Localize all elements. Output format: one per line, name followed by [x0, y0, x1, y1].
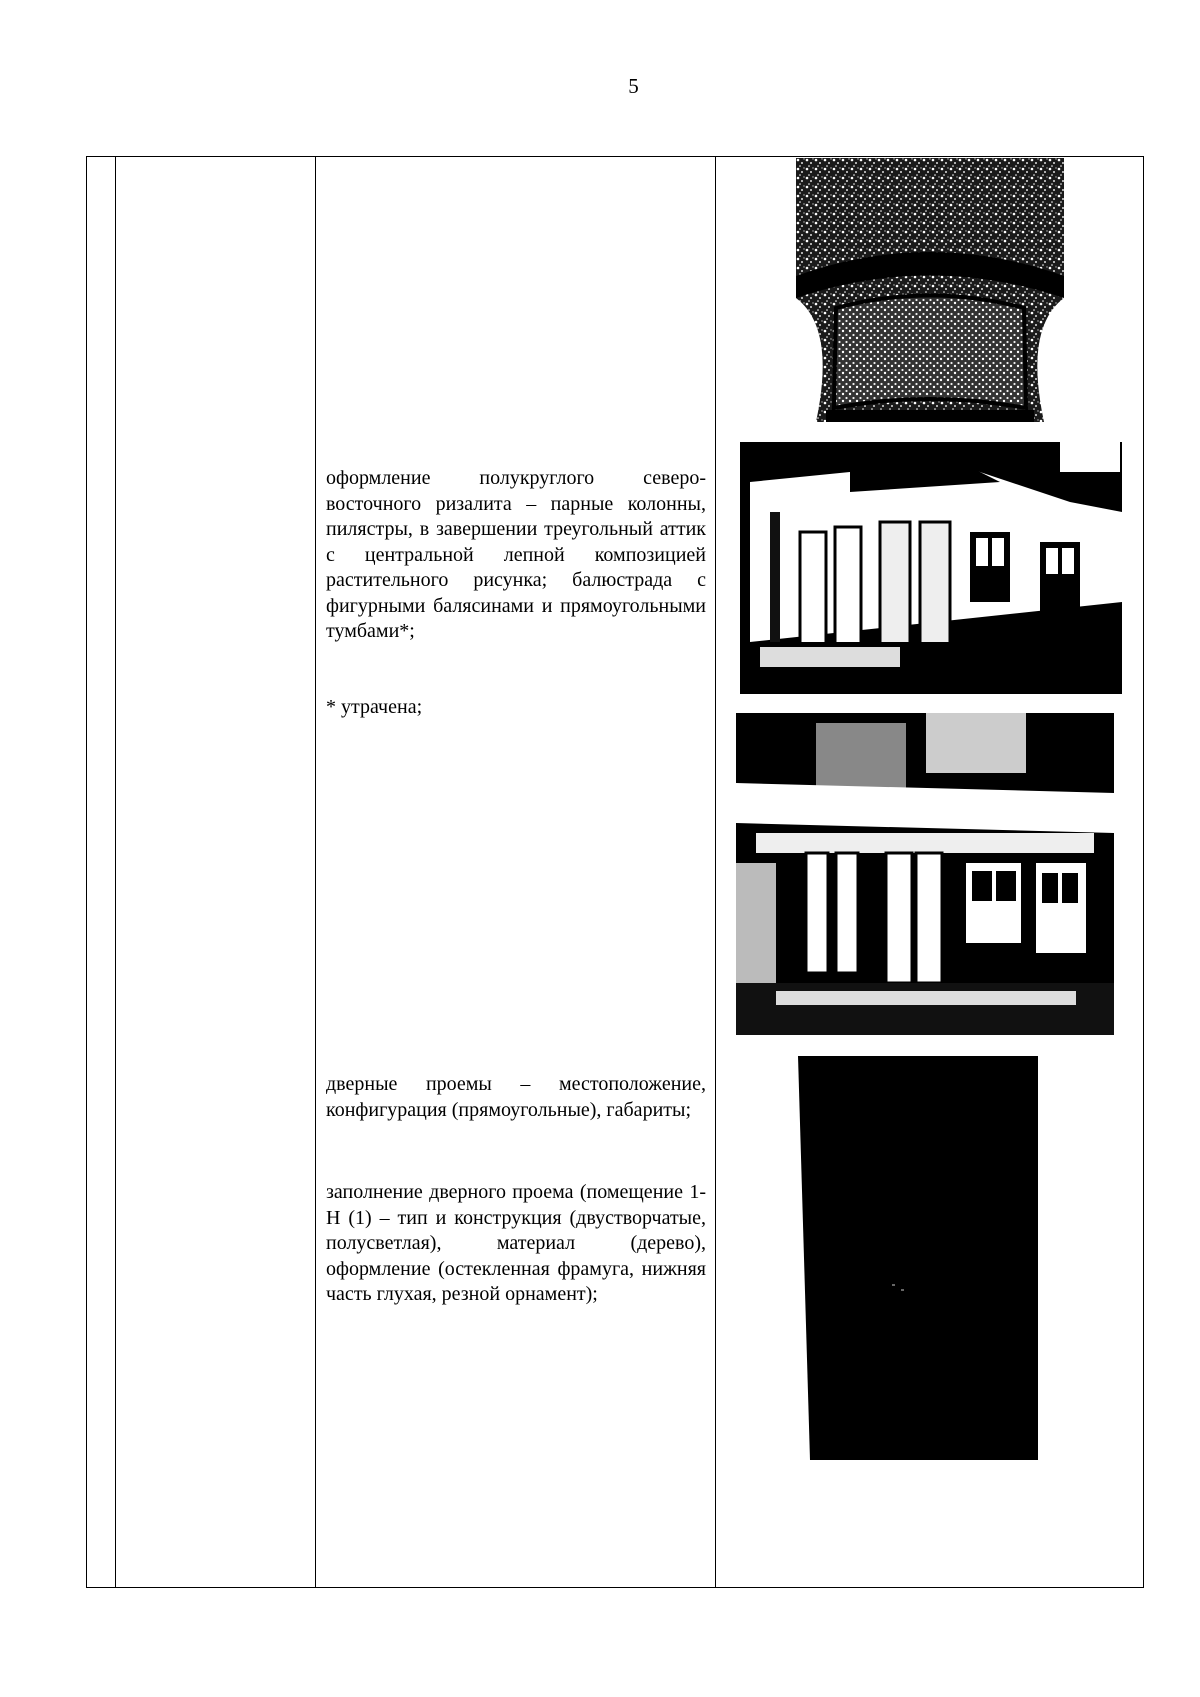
rizalit-description: оформление полукруглого северо-восточного ризалита – парные колонны, пилястры, в завершении треугольный аттик с центральной лепной композицией растительного рисунка; балюстрада с фигурными балясинами и прямоугольными тумбами*; — [326, 467, 706, 642]
ceiling-stucco-photo — [796, 158, 1064, 422]
door-photo — [798, 1056, 1038, 1460]
column-divider-3 — [715, 157, 716, 1587]
column-divider-2 — [315, 157, 316, 1587]
rizalit-photo-2 — [736, 713, 1114, 1035]
rizalit-photo-1 — [740, 442, 1122, 694]
door-filling-description: заполнение дверного проема (помещение 1-Н (1) – тип и конструкция (двустворчатые, полусветлая), материал (дерево), оформление (остекленная фрамуга, нижняя часть глухая, резной орнамент); — [326, 1181, 706, 1305]
page-number: 5 — [628, 74, 639, 98]
door-openings-description: дверные проемы – местоположение, конфигурация (прямоугольные), габариты; — [326, 1073, 706, 1121]
column-divider-1 — [115, 157, 116, 1587]
footnote-text: * утрачена; — [326, 696, 423, 718]
